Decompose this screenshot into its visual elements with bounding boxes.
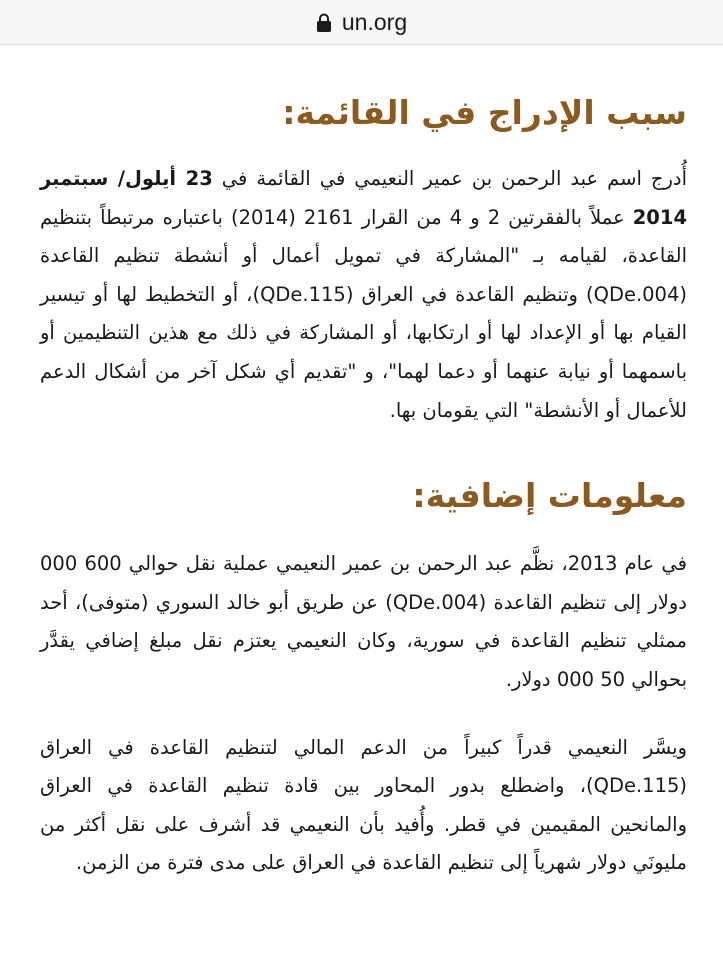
- listing-text-rest: عملاً بالفقرتين 2 و 4 من القرار 2161 (2014) باعتباره مرتبطاً بتنظيم القاعدة، لقيامه بـ "المشاركة في تمويل أعمال أو أنشطة تنظيم القاعدة (QDe.004) وتنظيم القاعدة في العراق (QDe.115)، أو التخطيط لها أو تيسير القيام بها أو الإعداد لها أو ارتكابها، أو المشاركة في ذلك مع هذين التنظيمين أو باسمهما أو نيابة عنهما أو دعما لهما"، و "تقديم أي شكل آخر من أشكال الدعم للأعمال أو الأنشطة" التي يقومان بها.: [40, 205, 687, 422]
- listing-date: 23 أيلول/ سبتمبر 2014: [40, 167, 688, 229]
- additional-info-paragraph-1: في عام 2013، نظَّم عبد الرحمن بن عمير النعيمي عملية نقل حوالي 600 000 دولار إلى تنظيم القاعدة (QDe.004) عن طريق أبو خالد السوري (متوفى)، أحد ممثلي تنظيم القاعدة في سورية، وكان النعيمي يعتزم نقل مبلغ إضافي يقدَّر بحوالي 50 000 دولار.: [40, 552, 688, 691]
- additional-info-paragraph-2: ويسَّر النعيمي قدراً كبيراً من الدعم المالي لتنظيم القاعدة في العراق (QDe.115)، واضطلع بدور المحاور بين قادة تنظيم القاعدة في العراق والمانحين المقيمين في قطر. وأُفيد بأن النعيمي قد أشرف على نقل أكثر من مليونَي دولار شهرياً إلى تنظيم القاعدة في العراق على مدى فترة من الزمن.: [40, 735, 687, 875]
- page-content: [0, 93, 723, 883]
- address-bar[interactable]: [0, 0, 723, 45]
- additional-info-heading: معلومات إضافية:: [412, 476, 687, 516]
- listing-reason-heading: سبب الإدراج في القائمة:: [282, 93, 687, 132]
- lock-icon: [316, 12, 332, 32]
- listing-text-start: أُدرج اسم عبد الرحمن بن عمير النعيمي في القائمة في: [212, 167, 687, 190]
- url-text: un.org: [341, 8, 408, 35]
- listing-reason-paragraph: [40, 160, 687, 430]
